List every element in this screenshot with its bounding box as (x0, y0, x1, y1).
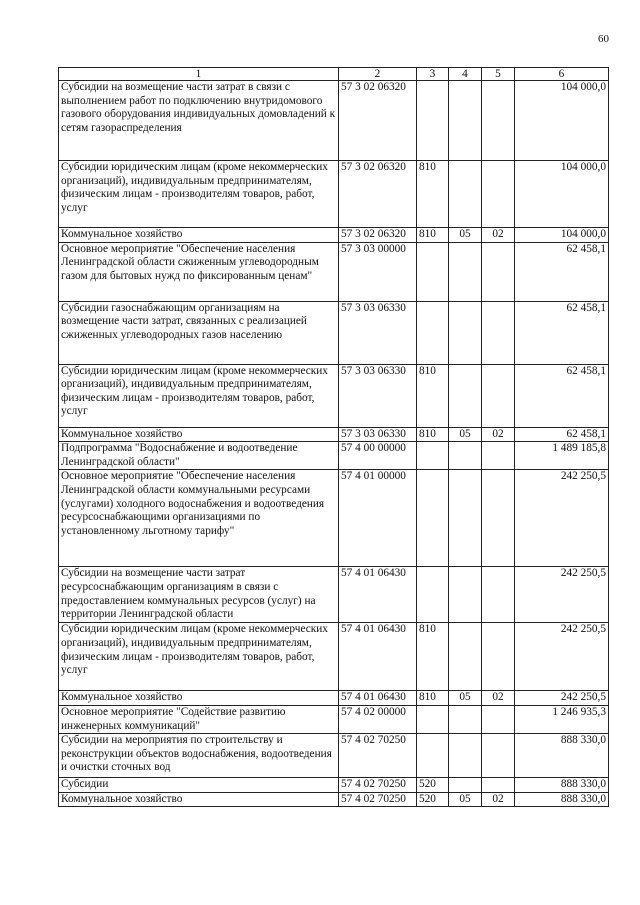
row-name: Субсидии на мероприятия по строительству и реконструкции объектов водоснабжения, водоотведения и очистки сточных вод (59, 734, 339, 778)
row-amount: 242 250,5 (515, 691, 609, 706)
row-expense-type (417, 734, 449, 778)
row-section (449, 470, 482, 567)
row-name: Субсидии на возмещение части затрат ресурсоснабжающим организациям в связи с предоставлением коммунальных ресурсов (услуг) на территории Ленинградской области (59, 567, 339, 623)
table-row (59, 567, 609, 623)
header-col-5: 5 (482, 68, 515, 81)
row-code: 57 4 00 00000 (339, 442, 417, 470)
row-subsection (482, 364, 515, 427)
row-amount: 1 246 935,3 (515, 705, 609, 733)
row-expense-type: 520 (417, 778, 449, 793)
row-section (449, 81, 482, 161)
row-section (449, 161, 482, 228)
row-code: 57 4 02 70250 (339, 734, 417, 778)
table-row (59, 734, 609, 778)
row-amount: 888 330,0 (515, 778, 609, 793)
row-amount: 242 250,5 (515, 567, 609, 623)
row-section (449, 705, 482, 733)
row-code: 57 3 03 06330 (339, 301, 417, 364)
row-subsection: 02 (482, 427, 515, 442)
row-expense-type: 810 (417, 228, 449, 243)
row-amount: 104 000,0 (515, 228, 609, 243)
row-name: Коммунальное хозяйство (59, 427, 339, 442)
row-subsection: 02 (482, 228, 515, 243)
header-col-4: 4 (449, 68, 482, 81)
row-amount: 242 250,5 (515, 623, 609, 691)
page-number: 60 (598, 33, 609, 45)
table-row (59, 242, 609, 301)
table-row (59, 691, 609, 706)
row-subsection (482, 301, 515, 364)
table-row (59, 364, 609, 427)
row-amount: 888 330,0 (515, 792, 609, 807)
row-amount: 104 000,0 (515, 81, 609, 161)
row-name: Подпрограмма "Водоснабжение и водоотведение Ленинградской области" (59, 442, 339, 470)
row-section (449, 301, 482, 364)
row-expense-type: 810 (417, 427, 449, 442)
row-section: 05 (449, 228, 482, 243)
row-amount: 62 458,1 (515, 364, 609, 427)
row-expense-type (417, 301, 449, 364)
table-row (59, 792, 609, 807)
row-section: 05 (449, 691, 482, 706)
row-section (449, 778, 482, 793)
header-col-3: 3 (417, 68, 449, 81)
row-code: 57 3 03 06330 (339, 427, 417, 442)
row-code: 57 4 02 70250 (339, 778, 417, 793)
header-col-6: 6 (515, 68, 609, 81)
row-expense-type (417, 567, 449, 623)
row-expense-type (417, 442, 449, 470)
row-section (449, 364, 482, 427)
row-expense-type (417, 242, 449, 301)
table-row (59, 442, 609, 470)
header-col-1: 1 (59, 68, 339, 81)
row-name: Субсидии (59, 778, 339, 793)
row-section: 05 (449, 792, 482, 807)
row-code: 57 3 02 06320 (339, 81, 417, 161)
row-expense-type (417, 81, 449, 161)
row-subsection (482, 705, 515, 733)
table-row (59, 778, 609, 793)
row-section (449, 567, 482, 623)
table-row (59, 81, 609, 161)
row-subsection: 02 (482, 792, 515, 807)
table-row (59, 161, 609, 228)
row-code: 57 3 02 06320 (339, 161, 417, 228)
row-name: Коммунальное хозяйство (59, 691, 339, 706)
row-code: 57 4 01 06430 (339, 567, 417, 623)
row-expense-type: 520 (417, 792, 449, 807)
row-expense-type: 810 (417, 161, 449, 228)
row-section (449, 734, 482, 778)
row-section (449, 623, 482, 691)
table-body (59, 81, 609, 807)
row-code: 57 4 02 00000 (339, 705, 417, 733)
table-header-row (59, 68, 609, 81)
row-subsection (482, 623, 515, 691)
row-name: Субсидии юридическим лицам (кроме некоммерческих организаций), индивидуальным предпринимателям, физическим лицам - производителям товаров, работ, услуг (59, 623, 339, 691)
header-col-2: 2 (339, 68, 417, 81)
row-section: 05 (449, 427, 482, 442)
table-row (59, 427, 609, 442)
row-amount: 62 458,1 (515, 427, 609, 442)
row-name: Коммунальное хозяйство (59, 228, 339, 243)
row-subsection (482, 242, 515, 301)
row-name: Субсидии газоснабжающим организациям на возмещение части затрат, связанных с реализацией сжиженных углеводородных газов населению (59, 301, 339, 364)
row-subsection (482, 734, 515, 778)
row-subsection (482, 161, 515, 228)
row-name: Основное мероприятие "Содействие развитию инженерных коммуникаций" (59, 705, 339, 733)
row-subsection: 02 (482, 691, 515, 706)
row-expense-type: 810 (417, 623, 449, 691)
row-amount: 62 458,1 (515, 301, 609, 364)
row-code: 57 4 02 70250 (339, 792, 417, 807)
row-amount: 888 330,0 (515, 734, 609, 778)
row-code: 57 3 03 00000 (339, 242, 417, 301)
row-amount: 1 489 185,8 (515, 442, 609, 470)
row-name: Основное мероприятие "Обеспечение населения Ленинградской области коммунальными ресурсами (услугами) холодного водоснабжения и водоотведения ресурсоснабжающими организациями по установленному льготному тарифу" (59, 470, 339, 567)
table-row (59, 705, 609, 733)
row-name: Субсидии юридическим лицам (кроме некоммерческих организаций), индивидуальным предпринимателям, физическим лицам - производителям товаров, работ, услуг (59, 161, 339, 228)
row-code: 57 3 03 06330 (339, 364, 417, 427)
budget-table (58, 67, 609, 807)
row-name: Коммунальное хозяйство (59, 792, 339, 807)
row-expense-type (417, 470, 449, 567)
row-amount: 242 250,5 (515, 470, 609, 567)
row-name: Основное мероприятие "Обеспечение населения Ленинградской области сжиженным углеводородным газом для бытовых нужд по фиксированным ценам" (59, 242, 339, 301)
row-expense-type: 810 (417, 691, 449, 706)
row-subsection (482, 567, 515, 623)
row-amount: 62 458,1 (515, 242, 609, 301)
row-subsection (482, 470, 515, 567)
row-subsection (482, 81, 515, 161)
table-row (59, 301, 609, 364)
table-row (59, 470, 609, 567)
row-code: 57 4 01 06430 (339, 623, 417, 691)
row-subsection (482, 778, 515, 793)
row-name: Субсидии юридическим лицам (кроме некоммерческих организаций), индивидуальным предпринимателям, физическим лицам - производителям товаров, работ, услуг (59, 364, 339, 427)
row-section (449, 242, 482, 301)
row-amount: 104 000,0 (515, 161, 609, 228)
row-subsection (482, 442, 515, 470)
row-expense-type: 810 (417, 364, 449, 427)
row-name: Субсидии на возмещение части затрат в связи с выполнением работ по подключению внутридомового газового оборудования индивидуальных домовладений к сетям газораспределения (59, 81, 339, 161)
row-expense-type (417, 705, 449, 733)
row-code: 57 3 02 06320 (339, 228, 417, 243)
row-code: 57 4 01 00000 (339, 470, 417, 567)
row-code: 57 4 01 06430 (339, 691, 417, 706)
row-section (449, 442, 482, 470)
table-row (59, 623, 609, 691)
table-row (59, 228, 609, 243)
